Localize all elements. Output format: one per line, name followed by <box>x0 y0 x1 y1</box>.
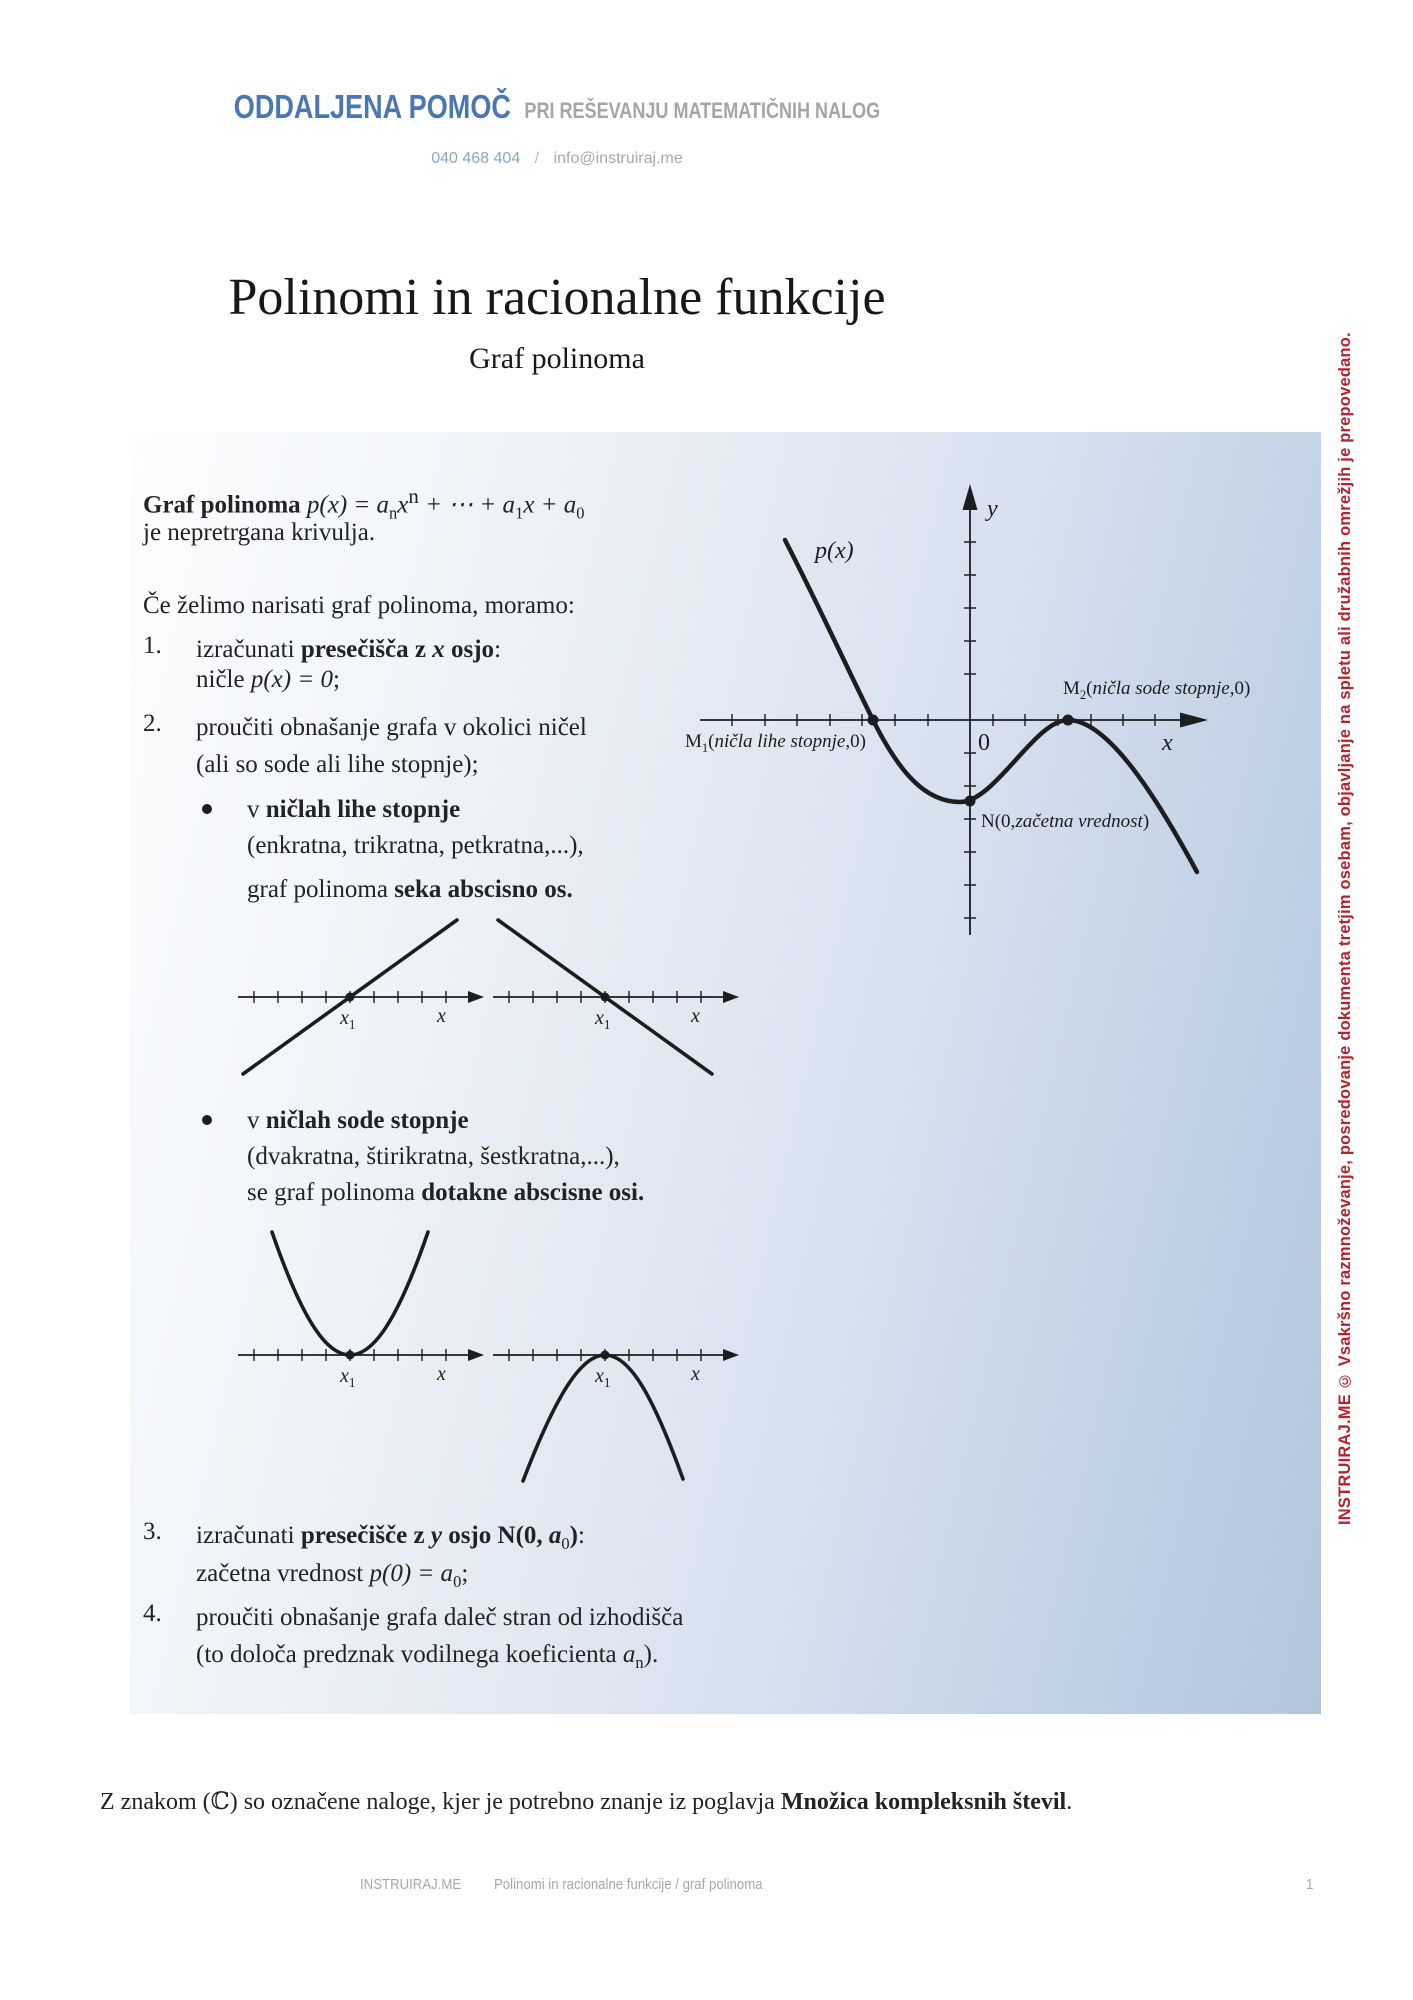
email-address: info@instruiraj.me <box>553 150 683 167</box>
upward-parabola-curve <box>272 1232 428 1355</box>
bullet1-line-3: graf polinoma seka abscisno os. <box>247 876 573 903</box>
bullet2-line-2: (dvakratna, štirikratna, šestkratna,...), <box>247 1143 620 1170</box>
x1-label: $x_1$ <box>340 1007 356 1032</box>
x-axis-label: x <box>691 1363 700 1385</box>
item4-line-1: proučiti obnašanje grafa daleč stran od izhodišča <box>196 1604 684 1631</box>
bullet1-line-2: (enkratna, trikratna, petkratna,...), <box>247 832 584 859</box>
item3-line-2: začetna vrednost $p(0) = a_0$; <box>196 1560 469 1591</box>
item1-line-1: izračunati presečišča z x osjo: <box>196 636 502 663</box>
x-axis-arrow <box>723 1349 739 1361</box>
y-intercept-point-n <box>965 796 976 807</box>
zero-point <box>346 1351 355 1360</box>
zero-point <box>601 993 610 1002</box>
bullet2-line-3: se graf polinoma dotakne abscisne osi. <box>247 1179 645 1206</box>
footer-page-number: 1 <box>1306 1876 1314 1893</box>
zero-point <box>346 993 355 1002</box>
x-axis-arrow <box>1180 713 1208 728</box>
x-axis-arrow <box>468 1349 484 1361</box>
lead-line: Če želimo narisati graf polinoma, moramo: <box>143 592 575 619</box>
item2-line-2: (ali so sode ali lihe stopnje); <box>196 751 479 778</box>
polynomial-graph-svg <box>685 480 1270 945</box>
brand-line <box>100 88 1013 126</box>
brand-name: ODDALJENA POMOČ <box>233 88 511 125</box>
item2-number: 2. <box>143 710 162 737</box>
bullet1-marker <box>202 804 212 814</box>
odd-zero-graphs-svg <box>230 912 745 1084</box>
footer-doc-title: Polinomi in racionalne funkcije / graf polinoma <box>494 1876 763 1893</box>
item3-line-1: izračunati presečišče z y osjo N(0, $a_0$): <box>196 1522 585 1553</box>
zero-point <box>601 1351 610 1360</box>
x1-label: $x_1$ <box>595 1365 611 1390</box>
origin-label: 0 <box>978 730 990 756</box>
complex-numbers-note: Z znakom (ℂ) so označene naloge, kjer je potrebno znanje iz poglavja Množica kompleksnih števil. <box>100 1789 1073 1815</box>
intro-line-1: Graf polinoma $p(x) = a_nx^n$ + ⋯ + $a_1x + a_0$ <box>143 484 585 523</box>
x-axis-arrow <box>468 991 484 1003</box>
copyright-sidebar: INSTRUIRAJ.ME © Vsakršno razmnoževanje, posredovanje dokumenta tretjim osebam, objavljanje na spletu ali družabnih omrežjih je prepovedano. <box>1336 332 1354 1525</box>
item4-number: 4. <box>143 1600 162 1627</box>
odd-zero-graphs <box>230 912 745 1084</box>
item4-line-2: (to določa predznak vodilnega koeficienta $a_n$). <box>196 1641 659 1672</box>
bullet2-marker <box>202 1115 212 1125</box>
page-title: Polinomi in racionalne funkcije <box>228 269 886 326</box>
m1-point-label: $M_1(ničla$ lihe stopnje,0) <box>685 731 866 755</box>
item3-number: 3. <box>143 1518 162 1545</box>
bullet2-line-1: v ničlah sode stopnje <box>247 1107 469 1134</box>
contact-line <box>0 150 1114 168</box>
n-point-label: N(0,začetna vrednost) <box>981 811 1150 832</box>
footer-brand: INSTRUIRAJ.ME <box>360 1876 462 1893</box>
x-axis-arrow <box>723 991 739 1003</box>
phone-number: 040 468 404 <box>431 150 521 167</box>
y-axis-arrow <box>963 484 978 510</box>
m2-point-label: $M_2(ničla$ sode stopnje,0) <box>1063 678 1251 702</box>
intro-line-2: je nepretrgana krivulja. <box>143 519 376 546</box>
x-axis-label: x <box>1162 730 1173 756</box>
item1-line-2: ničle p(x) = 0; <box>196 666 340 693</box>
contact-separator: / <box>534 150 540 167</box>
y-axis-label: y <box>987 496 998 522</box>
polynomial-graph <box>685 480 1270 945</box>
page-subtitle: Graf polinoma <box>469 342 645 375</box>
x1-label: $x_1$ <box>340 1365 356 1390</box>
odd-zero-point-m1 <box>868 715 879 726</box>
even-zero-point-m2 <box>1063 715 1074 726</box>
item1-number: 1. <box>143 632 162 659</box>
item2-line-1: proučiti obnašanje grafa v okolici ničel <box>196 714 587 741</box>
even-zero-graphs-svg <box>230 1222 745 1494</box>
x-axis-label: x <box>691 1005 700 1027</box>
brand-tagline: PRI REŠEVANJU MATEMATIČNIH NALOG <box>524 98 881 123</box>
x1-label: $x_1$ <box>595 1007 611 1032</box>
x-axis-label: x <box>437 1005 446 1027</box>
function-label: p(x) <box>815 538 854 564</box>
x-axis-label: x <box>437 1363 446 1385</box>
bullet1-line-1: v ničlah lihe stopnje <box>247 796 461 823</box>
even-zero-graphs <box>230 1222 745 1494</box>
